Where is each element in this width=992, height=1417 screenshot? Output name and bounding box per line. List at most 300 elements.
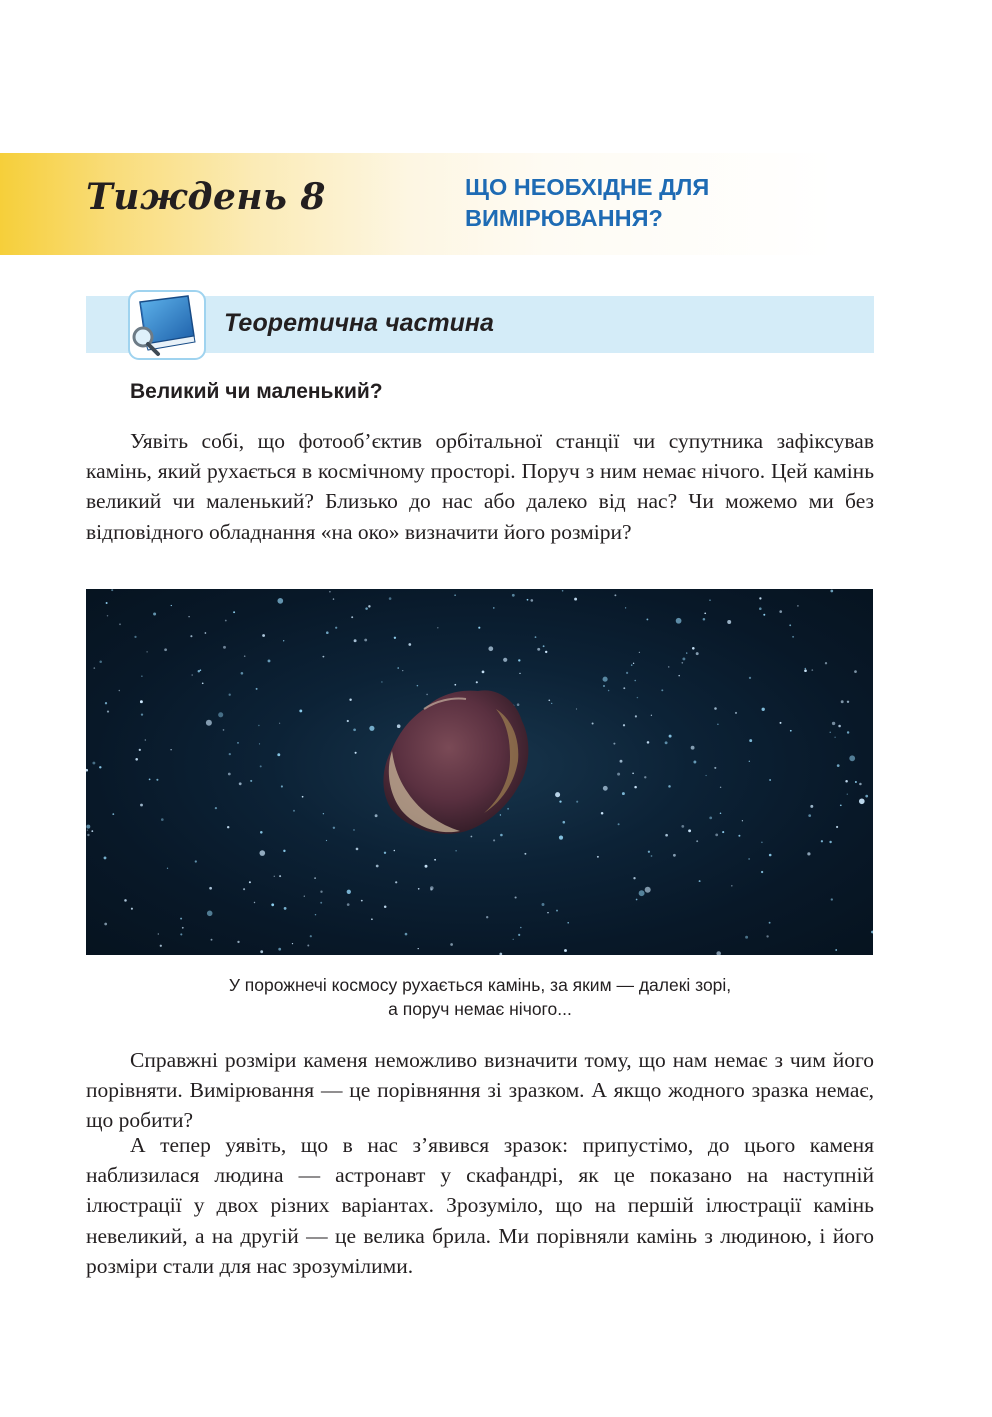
star — [170, 749, 171, 750]
star — [636, 899, 638, 901]
star — [763, 614, 765, 616]
star — [105, 702, 107, 704]
star — [302, 796, 304, 798]
star — [259, 743, 260, 744]
star — [644, 776, 646, 778]
star — [244, 655, 246, 657]
star — [180, 918, 182, 920]
star — [620, 760, 623, 763]
star — [277, 598, 283, 604]
star — [639, 890, 645, 896]
star — [673, 854, 676, 857]
star — [349, 699, 351, 701]
star — [384, 852, 386, 854]
star — [335, 627, 337, 629]
star — [499, 953, 502, 955]
star — [601, 812, 604, 815]
star — [691, 746, 695, 750]
star — [543, 645, 545, 647]
star — [195, 860, 197, 862]
star — [720, 813, 722, 815]
star — [797, 605, 799, 607]
star — [513, 939, 514, 940]
star — [692, 647, 695, 650]
star — [634, 786, 637, 789]
star — [227, 826, 229, 828]
star — [417, 685, 419, 687]
star — [727, 620, 731, 624]
star — [608, 690, 610, 692]
star — [704, 612, 706, 614]
star — [626, 672, 628, 674]
star — [140, 804, 143, 807]
star — [669, 735, 672, 738]
star — [749, 761, 750, 762]
star — [810, 805, 813, 808]
star — [239, 782, 242, 785]
star — [471, 836, 473, 838]
star — [859, 783, 862, 786]
space-rock-image — [86, 589, 873, 955]
week-topic-line-2: ВИМІРЮВАННЯ? — [465, 205, 663, 231]
star — [260, 765, 262, 767]
star — [140, 700, 143, 703]
theory-section-title: Теоретична частина — [224, 309, 494, 337]
star — [394, 637, 396, 639]
star — [315, 914, 316, 915]
star — [307, 945, 309, 947]
star — [524, 853, 526, 855]
paragraph-intro: Уявіть собі, що фотооб’єктив орбітальної станції чи супутника зафіксував камінь, який рухається в космічному просторі. Поруч з ним немає нічого. Цей камінь великий чи маленький? Близько до нас або далеко від нас? Чи можемо ми без відповідного обладнання «на око» визначити його розміри? — [86, 429, 874, 544]
star — [488, 646, 493, 651]
star — [517, 703, 520, 706]
star — [160, 945, 162, 947]
star — [804, 669, 807, 672]
star — [742, 820, 743, 821]
star — [299, 709, 302, 712]
star — [237, 941, 239, 943]
star — [320, 902, 322, 904]
paragraph-comparison: Справжні розміри каменя неможливо визначити тому, що нам немає з чим його порівняти. Вимірювання — це порівняння зі зразком. А якщо жодного зразка немає, що робити? — [86, 1048, 874, 1133]
star — [314, 877, 316, 879]
star — [281, 785, 283, 787]
star — [618, 823, 620, 825]
star — [223, 646, 226, 649]
star — [111, 589, 113, 591]
star — [709, 599, 711, 601]
star — [454, 684, 456, 686]
star — [749, 739, 752, 742]
star — [686, 652, 687, 653]
star — [559, 800, 561, 802]
star — [503, 658, 507, 662]
star — [141, 676, 142, 677]
star — [279, 875, 281, 877]
star — [564, 949, 567, 952]
star — [131, 908, 133, 910]
star — [849, 755, 855, 761]
star — [93, 667, 95, 669]
star — [397, 667, 399, 669]
star — [632, 772, 634, 774]
star — [699, 880, 701, 882]
star — [119, 690, 121, 692]
star — [205, 632, 207, 634]
star — [518, 934, 520, 936]
star — [681, 825, 684, 828]
star — [834, 737, 835, 738]
star — [759, 607, 762, 610]
star — [153, 613, 156, 616]
star — [840, 804, 842, 806]
star — [720, 787, 721, 788]
star — [326, 840, 327, 841]
star — [209, 887, 212, 890]
star — [722, 831, 724, 833]
star — [434, 859, 436, 861]
star — [567, 922, 569, 924]
star — [260, 831, 263, 834]
star — [211, 939, 213, 941]
star — [548, 699, 550, 701]
star — [518, 659, 520, 661]
star — [714, 707, 717, 710]
star — [259, 850, 265, 856]
star — [761, 841, 763, 843]
star — [678, 675, 680, 677]
star — [355, 752, 357, 754]
star — [482, 671, 485, 674]
star — [106, 602, 108, 604]
star — [651, 855, 653, 857]
star — [603, 685, 605, 687]
star — [576, 708, 577, 709]
star — [634, 680, 636, 682]
star — [749, 677, 751, 679]
star — [455, 850, 457, 852]
star — [762, 708, 765, 711]
star — [304, 896, 305, 897]
star — [542, 903, 545, 906]
star — [200, 669, 202, 671]
star — [603, 677, 608, 682]
star — [665, 834, 668, 837]
star — [500, 814, 501, 815]
star — [333, 827, 335, 829]
star — [135, 758, 138, 761]
star — [277, 753, 280, 756]
star — [696, 652, 699, 655]
star — [592, 722, 594, 724]
star — [688, 829, 691, 832]
star — [146, 651, 147, 652]
star — [832, 722, 835, 725]
star — [769, 779, 771, 781]
star — [430, 888, 432, 890]
star — [384, 906, 387, 909]
star — [104, 923, 107, 926]
star — [375, 814, 378, 817]
star — [99, 766, 101, 768]
star — [515, 896, 517, 898]
star — [347, 890, 351, 894]
star — [91, 830, 93, 832]
star — [233, 611, 235, 613]
star — [402, 670, 403, 671]
star — [278, 948, 281, 951]
star — [623, 724, 625, 726]
star — [389, 597, 392, 600]
star — [648, 851, 650, 853]
star — [361, 900, 363, 902]
star — [709, 817, 712, 820]
star — [167, 868, 168, 869]
star — [371, 918, 373, 920]
star — [603, 786, 608, 791]
star — [836, 826, 838, 828]
star — [825, 662, 827, 664]
star — [450, 943, 453, 946]
star — [454, 594, 456, 596]
star — [631, 664, 632, 665]
star — [859, 798, 865, 804]
star — [838, 725, 841, 728]
star — [284, 907, 287, 910]
star — [310, 935, 312, 937]
star — [397, 724, 401, 728]
week-topic — [465, 172, 825, 234]
star — [779, 610, 782, 613]
star — [381, 681, 382, 682]
star — [830, 732, 831, 733]
star — [99, 660, 102, 663]
star — [693, 761, 696, 764]
star — [735, 712, 737, 714]
star — [191, 674, 193, 676]
star — [351, 616, 353, 618]
star — [716, 951, 721, 955]
star — [696, 840, 698, 842]
star — [559, 836, 563, 840]
star — [107, 615, 108, 616]
star — [369, 726, 374, 731]
star — [854, 670, 857, 673]
star — [353, 728, 356, 731]
star — [368, 605, 370, 607]
star — [418, 888, 420, 890]
star — [805, 668, 807, 670]
star — [855, 781, 857, 783]
star — [476, 681, 478, 683]
star — [633, 877, 635, 879]
star — [478, 627, 480, 629]
star — [229, 694, 231, 696]
star — [274, 876, 275, 877]
star — [576, 801, 578, 803]
star — [748, 858, 749, 859]
star — [661, 689, 663, 691]
star — [292, 943, 293, 944]
star — [279, 723, 280, 724]
star — [202, 682, 204, 684]
star — [215, 807, 217, 809]
star — [703, 618, 706, 621]
star — [207, 911, 213, 917]
star — [597, 856, 599, 858]
star — [395, 881, 397, 883]
star — [188, 616, 190, 618]
star — [333, 598, 334, 599]
star — [182, 927, 184, 929]
star — [831, 898, 833, 900]
star — [141, 713, 143, 715]
star — [164, 648, 167, 651]
star — [347, 720, 349, 722]
figure-caption-line-1: У порожнечі космосу рухається камінь, за яким — далекі зорі, — [228, 975, 732, 995]
star — [86, 825, 90, 829]
star — [254, 902, 255, 903]
star — [837, 764, 840, 767]
star — [418, 948, 419, 949]
star — [92, 762, 95, 765]
star — [645, 887, 651, 893]
star — [651, 715, 652, 716]
star — [237, 742, 239, 744]
star — [322, 656, 324, 658]
section-heading: Великий чи маленький? — [130, 380, 383, 403]
star — [738, 835, 740, 837]
star — [161, 818, 164, 821]
star — [507, 808, 509, 810]
star — [547, 912, 548, 913]
star — [761, 871, 763, 873]
star — [845, 780, 848, 783]
star — [682, 657, 685, 660]
star — [520, 927, 522, 929]
star — [283, 640, 284, 641]
star — [766, 935, 768, 937]
star — [223, 729, 225, 731]
book-with-magnifier-icon — [128, 290, 206, 360]
star — [225, 620, 227, 622]
star — [364, 639, 367, 642]
star — [530, 599, 533, 602]
star — [206, 720, 212, 726]
star — [562, 590, 564, 592]
star — [829, 841, 831, 843]
star — [356, 848, 359, 851]
star — [426, 694, 428, 696]
star — [668, 666, 670, 668]
star — [228, 773, 231, 776]
star — [519, 673, 520, 674]
figure-caption-line-2: а поруч немає нічого... — [388, 999, 572, 1019]
star — [637, 697, 638, 698]
star — [250, 780, 252, 782]
star — [639, 652, 640, 653]
star — [156, 779, 158, 781]
star — [681, 662, 683, 664]
star — [87, 829, 88, 830]
week-title: Тиждень 8 — [86, 176, 326, 218]
star — [271, 903, 274, 906]
star — [563, 821, 566, 824]
star — [258, 725, 259, 726]
star — [769, 922, 771, 924]
star — [512, 594, 515, 597]
star — [354, 639, 357, 642]
star — [535, 636, 537, 638]
star — [714, 767, 716, 769]
star — [617, 773, 620, 776]
week-topic-line-1: ЩО НЕОБХІДНЕ ДЛЯ — [465, 174, 710, 200]
star — [545, 651, 547, 653]
star — [149, 779, 151, 781]
star — [134, 636, 136, 638]
star — [847, 731, 849, 733]
star — [555, 792, 560, 797]
star — [789, 624, 791, 626]
star — [527, 599, 529, 601]
star — [717, 723, 719, 725]
star — [574, 598, 577, 601]
star — [124, 899, 127, 902]
star — [665, 741, 668, 744]
star — [139, 749, 141, 751]
star — [551, 703, 552, 704]
star — [769, 854, 772, 857]
star — [807, 852, 810, 855]
star — [633, 663, 634, 664]
star — [493, 839, 495, 841]
star — [320, 891, 322, 893]
star — [830, 590, 833, 593]
star — [437, 627, 438, 628]
star — [676, 618, 682, 624]
star — [107, 711, 109, 713]
star — [493, 607, 495, 609]
star — [376, 865, 379, 868]
star — [759, 597, 761, 599]
star — [268, 659, 271, 662]
star — [614, 594, 616, 596]
star — [347, 903, 350, 906]
figure-caption — [86, 973, 874, 1021]
star — [86, 769, 88, 772]
star — [841, 700, 844, 703]
star — [145, 739, 146, 740]
star — [486, 916, 488, 918]
star — [249, 881, 251, 883]
star — [229, 753, 231, 755]
star — [623, 687, 625, 689]
star — [808, 814, 811, 817]
star — [425, 865, 428, 868]
star — [329, 591, 331, 593]
star — [326, 631, 329, 634]
star — [408, 643, 411, 646]
star — [500, 834, 503, 837]
star — [260, 950, 263, 953]
star — [647, 741, 650, 744]
star — [256, 688, 258, 690]
star — [847, 794, 848, 795]
paragraph-sample: А тепер уявіть, що в нас з’явився зразок: припустімо, до цього каменя наблизилася людина — астронавт у скафандрі, як це показано на наступній ілюстрації у двох різних варіантах. Зрозуміло, що на першій ілюстрації камінь невеликий, а на другій — це велика брила. Ми порівняли камінь з людиною, і його розміри стали для нас зрозумілими. — [86, 1133, 874, 1278]
star — [635, 715, 637, 717]
star — [835, 949, 837, 951]
star — [625, 607, 626, 608]
star — [865, 795, 868, 798]
